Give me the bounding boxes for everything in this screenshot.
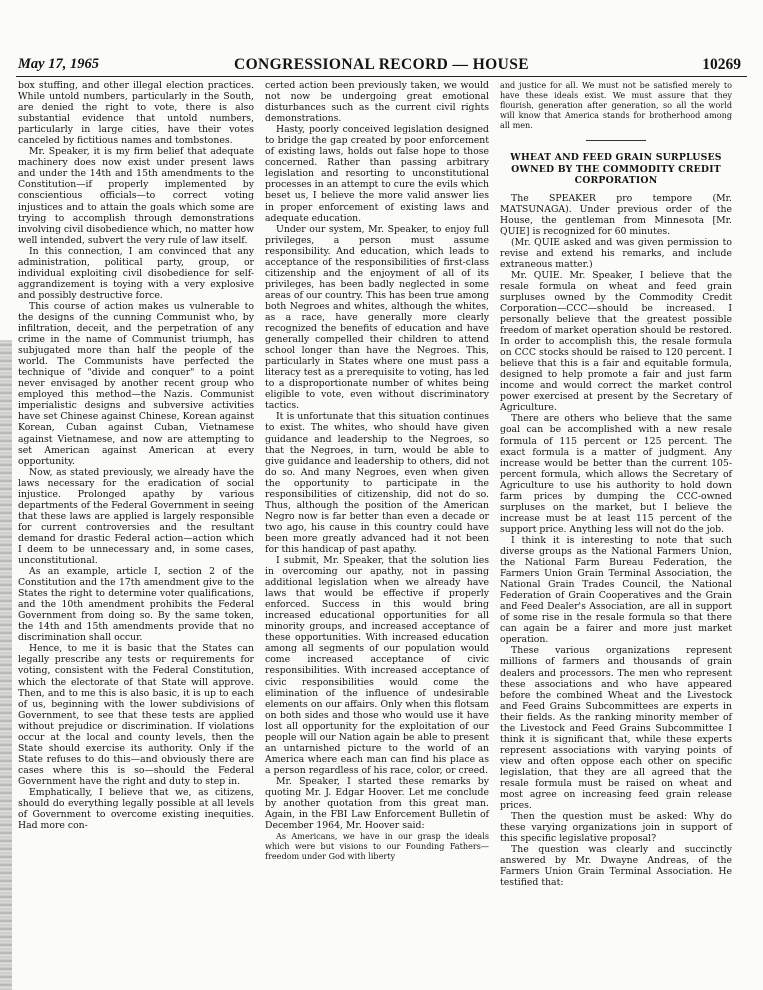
paragraph: (Mr. QUIE asked and was given permission to revise and extend his remarks, and include extraneous matter.) — [500, 236, 732, 270]
section-heading: WHEAT AND FEED GRAIN SURPLUSES OWNED BY THE COMMODITY CREDIT CORPORATION — [510, 152, 722, 186]
header-page-number: 10269 — [702, 56, 741, 73]
paragraph: These various organizations represent millions of farmers and thousands of grain dealers and processors. The men who represent these associations and who have appeared before the combined Wheat and the Livestock and Feed Grains Subcommittees are experts in their fields. As the ranking minority member of the Livestock and Feed Grains Subcommittee I think it is significant that, while these experts represent associations with varying points of view and often oppose each other on specific legislation, that they are all agreed that the resale formula must be raised on wheat and most agree on increasing feed grain release prices. — [500, 645, 732, 812]
paragraph: I submit, Mr. Speaker, that the solution lies in overcoming our apathy, not in passing additional legislation when we already have laws that would be effective if properly enforced. Success in this would bring increased educational opportunities for all minority groups, and increased acceptance of these opportunities. With increased education among all segments of our population would come increased acceptance of civic responsibilities. With increased acceptance of civic responsibilities would come the elimination of the influence of undesirable elements on our affairs. Only when this flotsam on both sides and those who would use it have lost all opportunity for the exploitation of our people will our Nation again be able to present an untarnished picture to the world of an America where each man can find his place as a person regardless of his race, color, or creed. — [265, 555, 489, 776]
header-date: May 17, 1965 — [18, 56, 99, 72]
paragraph: There are others who believe that the same goal can be accomplished with a new resale formula of 115 percent or 125 percent. The exact formula is a matter of judgment. Any increase would be better than the current 105-percent formula, which allows the Secretary of Agriculture to use his authority to hold down farm prices by dumping the CCC-owned surpluses on the market, but I believe the increase must be at least 115 percent of the support price. Anything less will not do the job. — [500, 413, 732, 535]
paragraph: Now, as stated previously, we already have the laws necessary for the eradication of social injustice. Prolonged apathy by various departments of the Federal Government in seeing that these laws are applied is largely responsible for current controversies and the resultant demand for drastic Federal action—action which I deem to be unnecessary and, in some cases, unconstitutional. — [18, 466, 254, 567]
paragraph: The question was clearly and succinctly answered by Mr. Dwayne Andreas, of the Farmers Union Grain Terminal Association. He testified that: — [500, 844, 732, 889]
header-rule — [16, 76, 747, 77]
paragraph: The SPEAKER pro tempore (Mr. MATSUNAGA). Under previous order of the House, the gentleman from Minnesota [Mr. QUIE] is recognized for 60 minutes. — [500, 192, 732, 237]
paragraph: Under our system, Mr. Speaker, to enjoy full privileges, a person must assume responsibility. And education, which leads to acceptance of the responsibilities of first-class citizenship and the enjoyment of all of its privileges, has been badly neglected in some areas of our country. This has been true among both Negroes and whites, although the whites, as a race, have generally more clearly recognized the benefits of education and have generally compelled their children to attend school longer than have the Negroes. This, particularly in States where one must pass a literacy test as a prerequisite to voting, has led to a disproportionate number of whites being eligible to vote, even without discriminatory tactics. — [265, 223, 489, 412]
column-2 — [265, 80, 489, 861]
page-header — [14, 56, 749, 76]
block-quote: As Americans, we have in our grasp the ideals which were but visions to our Founding Fathers—freedom under God with liberty — [265, 831, 489, 862]
paragraph: certed action been previously taken, we would not now be undergoing great emotional disturbances such as the current civil rights demonstrations. — [265, 80, 489, 125]
paragraph: Then the question must be asked: Why do these varying organizations join in support of this specific legislative proposal? — [500, 811, 732, 845]
column-3 — [500, 80, 732, 888]
paragraph: Mr. Speaker, it is my firm belief that adequate machinery does now exist under present laws and under the 14th and 15th amendments to the Constitution—if properly implemented by conscientious officials—to correct voting injustices and to attain the goals which some are trying to accomplish through demonstrations involving civil disobedience which, no matter how well intended, subvert the very rule of law itself. — [18, 146, 254, 246]
paragraph: In this connection, I am convinced that any administration, political party, group, or individual exploiting civil disobedience for self-aggrandizement is toying with a very explosive and possibly destructive force. — [18, 245, 254, 301]
paragraph: This course of action makes us vulnerable to the designs of the cunning Communist who, by infiltration, deceit, and the perpetration of any crime in the name of Communist triumph, has subjugated more than half the people of the world. The Communists have perfected the technique of "divide and conquer" to a point never envisaged by another recent group who employed this method—the Nazis. Communist imperialistic designs and subversive activities have set Chinese against Chinese, Korean against Korean, Cuban against Cuban, Vietnamese against Vietnamese, and now are attempting to set American against American at every opportunity. — [18, 300, 254, 467]
section-divider — [586, 140, 646, 141]
paragraph: Mr. QUIE. Mr. Speaker, I believe that the resale formula on wheat and feed grain surpluses owned by the Commodity Credit Corporation—CCC—should be increased. I personally believe that the greatest possible freedom of market operation should be restored. In order to accomplish this, the resale formula on CCC stocks should be raised to 120 percent. I believe that this is a fair and equitable formula, designed to help promote a fair and just farm income and would correct the market control power exercised at present by the Secretary of Agriculture. — [500, 269, 732, 414]
paragraph: It is unfortunate that this situation continues to exist. The whites, who should have given guidance and leadership to the Negroes, so that the Negroes, in turn, would be able to give guidance and leadership to others, did not do so. And many Negroes, even when given the opportunity to participate in the responsibilities of citizenship, did not do so. Thus, although the position of the American Negro now is far better than even a decade or two ago, his cause in this country could have been more greatly advanced had it not been for this handicap of past apathy. — [265, 411, 489, 555]
paragraph: Hasty, poorly conceived legislation designed to bridge the gap created by poor enforcement of existing laws, holds out false hope to those concerned. Rather than passing arbitrary legislation and resorting to unconstitutional processes in an attempt to cure the evils which beset us, I believe the more valid answer lies in proper enforcement of existing laws and adequate education. — [265, 124, 489, 224]
paragraph: Mr. Speaker, I started these remarks by quoting Mr. J. Edgar Hoover. Let me conclude by another quotation from this great man. Again, in the FBI Law Enforcement Bulletin of December 1964, Mr. Hoover said: — [265, 775, 489, 832]
paragraph: Hence, to me it is basic that the States can legally prescribe any tests or requirements for voting, consistent with the Federal Constitution, which the electorate of that State will approve. Then, and to me this is also basic, it is up to each of us, beginning with the lower subdivisions of Government, to see that these tests are applied without prejudice or discrimination. If violations occur at the local and county levels, then the State should exercise its authority. Only if the State refuses to do this—and obviously there are cases where this is so—should the Federal Government have the right and duty to step in. — [18, 643, 254, 787]
binding-edge — [0, 340, 12, 990]
paragraph: box stuffing, and other illegal election practices. While untold numbers, particularly in the South, are denied the right to vote, there is also substantial evidence that untold numbers, particularly in large cities, have their votes canceled by fictitious names and tombstones. — [18, 80, 254, 147]
column-1 — [18, 80, 254, 831]
paragraph: Emphatically, I believe that we, as citizens, should do everything legally possible at all levels of Government to overcome existing inequities. Had more con- — [18, 787, 254, 832]
block-quote-continued: and justice for all. We must not be satisfied merely to have these ideals exist. We must assure that they flourish, generation after generation, so all the world will know that America stands for brotherhood among all men. — [500, 80, 732, 130]
paragraph: As an example, article I, section 2 of the Constitution and the 17th amendment give to the States the right to determine voter qualifications, and the 10th amendment prohibits the Federal Government from doing so. By the same token, the 14th and 15th amendments provide that no discrimination shall occur. — [18, 566, 254, 644]
paragraph: I think it is interesting to note that such diverse groups as the National Farmers Union, the National Farm Bureau Federation, the Farmers Union Grain Terminal Association, the National Grain Trades Council, the National Federation of Grain Cooperatives and the Grain and Feed Dealer's Association, are all in support of some rise in the resale formula so that there can again be a fairer and more just market operation. — [500, 534, 732, 646]
header-title: CONGRESSIONAL RECORD — HOUSE — [234, 56, 529, 73]
